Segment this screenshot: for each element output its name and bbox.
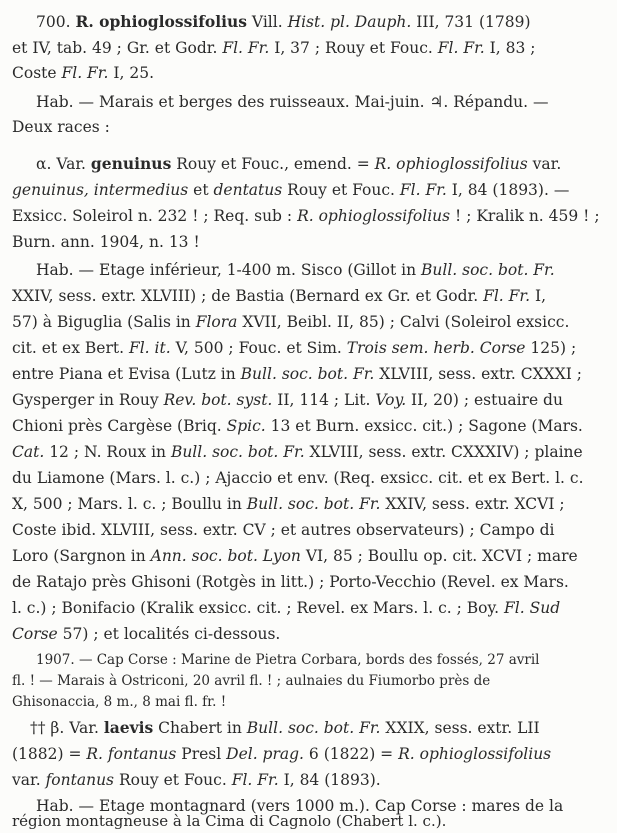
beta-line-1: †† β. Var. laevis Chabert in Bull. soc. bot. Fr. XXIX, sess. extr. LII: [30, 718, 540, 737]
alpha-hab-line-4: cit. et ex Bert. Fl. it. V, 500 ; Fouc. et Sim. Trois sem. herb. Corse 125) ;: [12, 339, 577, 357]
alpha-line-3: Exsicc. Soleirol n. 232 ! ; Req. sub : R. ophioglossifolius ! ; Kralik n. 459 ! ;: [12, 207, 600, 225]
entry-line-2: et IV, tab. 49 ; Gr. et Godr. Fl. Fr. I, 37 ; Rouy et Fouc. Fl. Fr. I, 83 ;: [12, 39, 536, 57]
entry-line-3: Coste Fl. Fr. I, 25.: [12, 64, 155, 82]
alpha-hab-line-13: de Ratajo près Ghisoni (Rotgès in litt.) ; Porto-Vecchio (Revel. ex Mars.: [12, 573, 569, 591]
alpha-hab-line-15: Corse 57) ; et localités ci-dessous.: [12, 625, 281, 643]
alpha-hab-line-14: l. c.) ; Bonifacio (Kralik exsicc. cit. ; Revel. ex Mars. l. c. ; Boy. Fl. Sud: [12, 599, 561, 617]
alpha-hab-line-6: Gysperger in Rouy Rev. bot. syst. II, 114 ; Lit. Voy. II, 20) ; estuaire du: [12, 391, 563, 409]
beta-hab-line-1: Hab. — Etage montagnard (vers 1000 m.). Cap Corse : mares de la: [36, 797, 564, 815]
beta-hab-line-2: région montagneuse à la Cima di Cagnolo (Chabert l. c.).: [12, 812, 447, 830]
note-1907-line-3: Ghisonaccia, 8 m., 8 mai fl. fr. !: [12, 694, 227, 710]
alpha-hab-line-3: 57) à Biguglia (Salis in Flora XVII, Beibl. II, 85) ; Calvi (Soleirol exsicc.: [12, 313, 570, 331]
alpha-hab-line-5: entre Piana et Evisa (Lutz in Bull. soc. bot. Fr. XLVIII, sess. extr. CXXXI ;: [12, 365, 583, 383]
alpha-hab-line-1: Hab. — Etage inférieur, 1-400 m. Sisco (Gillot in Bull. soc. bot. Fr.: [36, 261, 555, 279]
alpha-hab-line-2: XXIV, sess. extr. XLVIII) ; de Bastia (Bernard ex Gr. et Godr. Fl. Fr. I,: [12, 287, 547, 305]
beta-line-3: var. fontanus Rouy et Fouc. Fl. Fr. I, 84 (1893).: [12, 771, 381, 789]
alpha-hab-line-9: du Liamone (Mars. l. c.) ; Ajaccio et env. (Req. exsicc. cit. et ex Bert. l. c.: [12, 469, 584, 487]
alpha-hab-line-7: Chioni près Cargèse (Briq. Spic. 13 et Burn. exsicc. cit.) ; Sagone (Mars.: [12, 417, 583, 435]
alpha-hab-line-12: Loro (Sargnon in Ann. soc. bot. Lyon VI, 85 ; Boullu op. cit. XCVI ; mare: [12, 547, 578, 565]
hab-general-line-2: Deux races :: [12, 118, 110, 136]
beta-line-2: (1882) = R. fontanus Presl Del. prag. 6 (1822) = R. ophioglossifolius: [12, 745, 552, 763]
note-1907-line-1: 1907. — Cap Corse : Marine de Pietra Corbara, bords des fossés, 27 avril: [36, 652, 540, 668]
alpha-hab-line-10: X, 500 ; Mars. l. c. ; Boullu in Bull. soc. bot. Fr. XXIV, sess. extr. XCVI ;: [12, 495, 565, 513]
species-name: R. ophioglossifolius: [75, 12, 247, 31]
entry-number: 700.: [36, 13, 71, 31]
alpha-line-4: Burn. ann. 1904, n. 13 !: [12, 233, 200, 251]
alpha-hab-line-8: Cat. 12 ; N. Roux in Bull. soc. bot. Fr. XLVIII, sess. extr. CXXXIV) ; plaine: [12, 443, 583, 461]
alpha-line-2: genuinus, intermedius et dentatus Rouy et Fouc. Fl. Fr. I, 84 (1893). —: [12, 181, 570, 199]
note-1907-line-2: fl. ! — Marais à Ostriconi, 20 avril fl. ! ; aulnaies du Fiumorbo près de: [12, 673, 491, 689]
alpha-line-1: α. Var. genuinus Rouy et Fouc., emend. = R. ophioglossifolius var.: [36, 154, 562, 173]
entry-line-1: 700. R. ophioglossifolius Vill. Hist. pl. Dauph. III, 731 (1789): [36, 12, 531, 31]
hab-general-line-1: Hab. — Marais et berges des ruisseaux. Mai-juin. ♃. Répandu. —: [36, 93, 549, 111]
alpha-hab-line-11: Coste ibid. XLVIII, sess. extr. CV ; et autres observateurs) ; Campo di: [12, 521, 555, 539]
